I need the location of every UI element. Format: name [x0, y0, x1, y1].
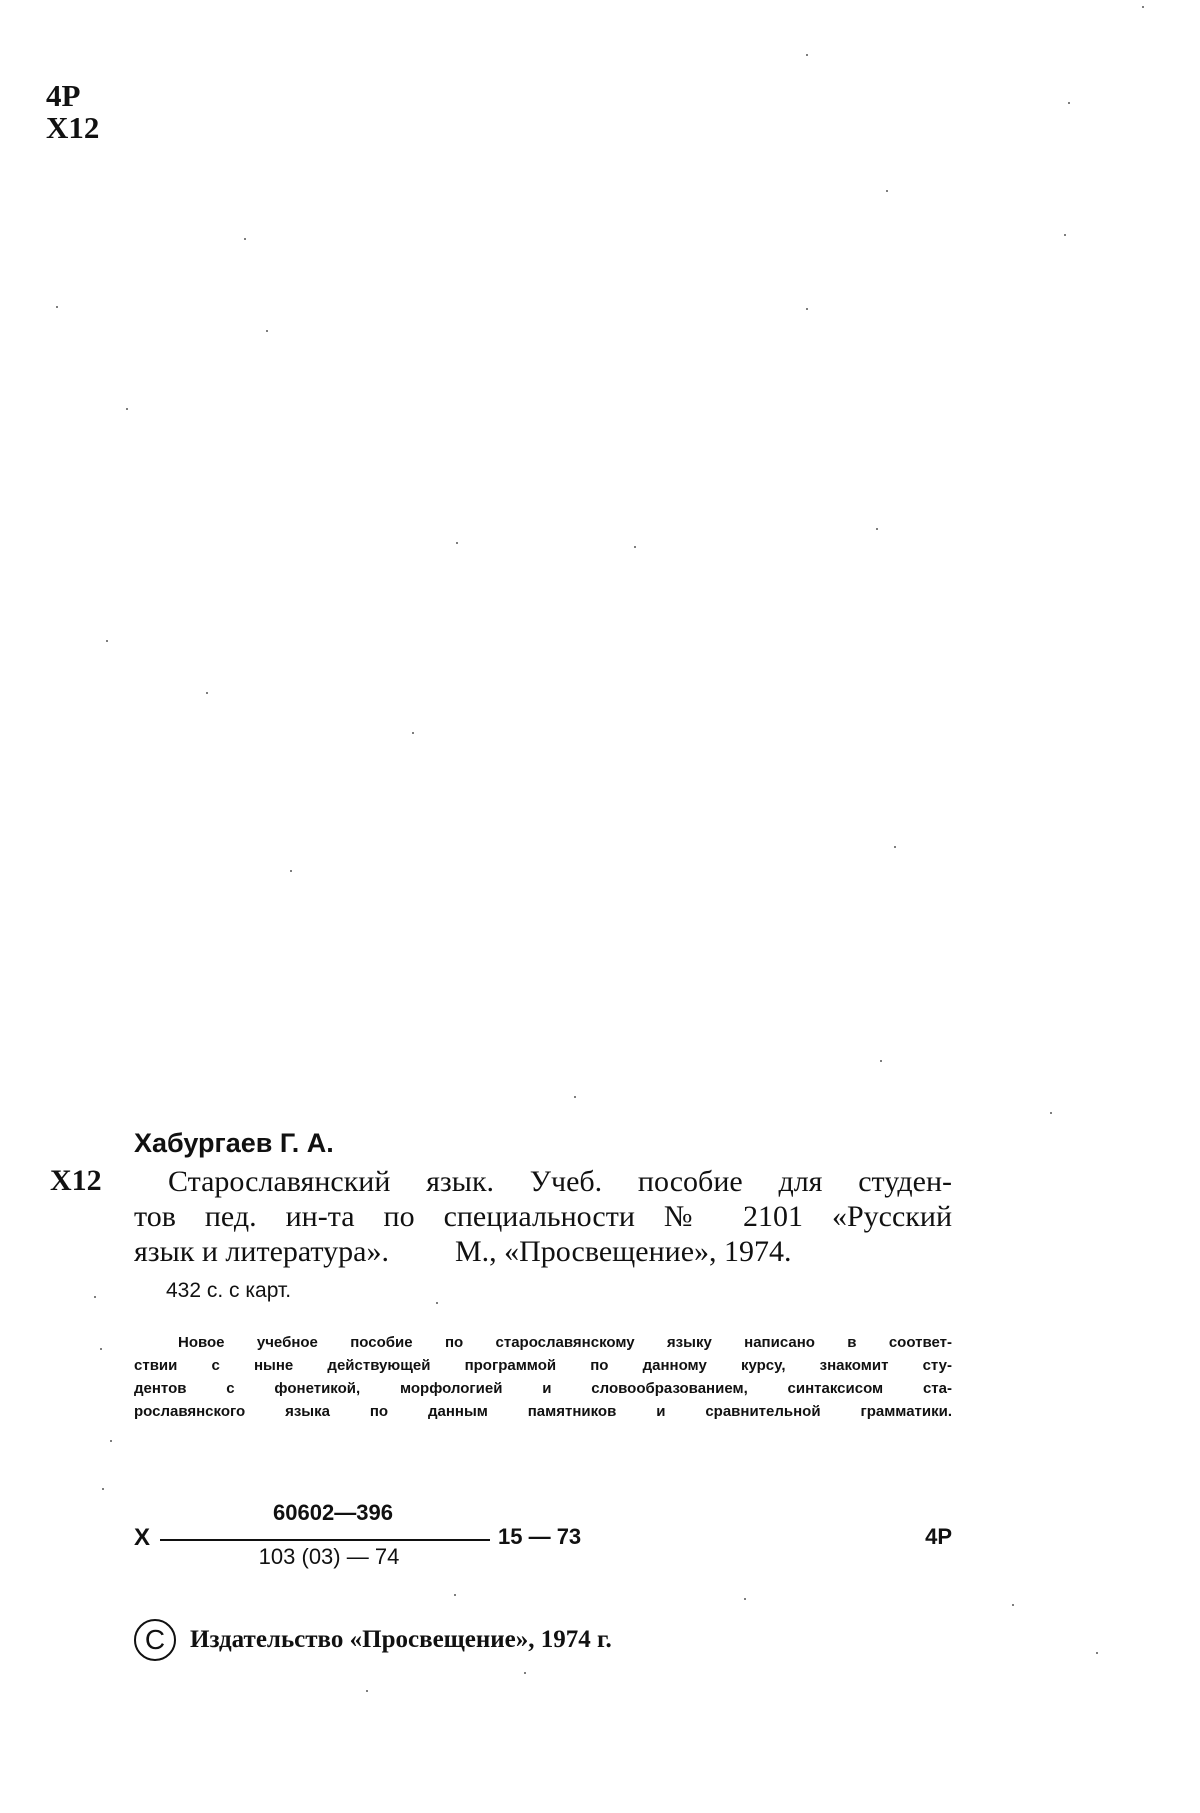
annotation-line: ствии с ныне действующей программой по данному курсу, знакомит сту-: [134, 1357, 952, 1374]
scan-speck: [290, 870, 292, 872]
scan-speck: [456, 542, 458, 544]
scan-speck: [102, 1488, 104, 1490]
copyright-icon: C: [134, 1619, 176, 1661]
title-line: язык и литература».: [134, 1235, 389, 1268]
classification-formula: [134, 1500, 952, 1580]
scan-speck: [1012, 1604, 1014, 1606]
scan-speck: [1142, 6, 1144, 8]
scan-speck: [266, 330, 268, 332]
classification-suffix: 15 — 73: [498, 1524, 582, 1549]
scan-speck: [106, 640, 108, 642]
scan-speck: [56, 306, 58, 308]
scan-speck: [100, 1348, 102, 1350]
scan-speck: [880, 1060, 882, 1062]
scan-speck: [806, 308, 808, 310]
scan-speck: [806, 54, 808, 56]
corner-code-line: 4Р: [46, 78, 81, 113]
classification-letter: Х: [134, 1524, 151, 1551]
scan-speck: [412, 732, 414, 734]
scan-speck: [524, 1672, 526, 1674]
scan-speck: [886, 190, 888, 192]
fraction-bar: [160, 1539, 490, 1541]
scan-speck: [110, 1440, 112, 1442]
scan-speck: [744, 1598, 746, 1600]
corner-code-line: Х12: [46, 110, 100, 145]
scan-speck: [1068, 102, 1070, 104]
scan-speck: [1064, 234, 1066, 236]
scan-speck: [94, 1296, 96, 1298]
copyright-line: [134, 1615, 612, 1665]
annotation-line: рославянского языка по данным памятников и сравнительной грамматики.: [134, 1403, 952, 1420]
scan-speck: [1096, 1652, 1098, 1654]
scan-speck: [574, 1096, 576, 1098]
publisher-info: М., «Просвещение», 1974.: [454, 1235, 792, 1268]
scan-speck: [1050, 1112, 1052, 1114]
scan-speck: [366, 1690, 368, 1692]
scan-speck: [894, 846, 896, 848]
scan-speck: [126, 408, 128, 410]
scan-speck: [206, 692, 208, 694]
book-title-block: [134, 1164, 952, 1269]
scan-speck: [436, 1302, 438, 1304]
scan-speck: [876, 528, 878, 530]
book-annotation: [134, 1331, 952, 1423]
scan-speck: [454, 1594, 456, 1596]
title-line: Старославянский язык. Учеб. пособие для студен-: [168, 1165, 952, 1198]
scan-speck: [244, 238, 246, 240]
annotation-line: Новое учебное пособие по старославянскому языку написано в соответ-: [178, 1334, 952, 1351]
classification-code-right: 4Р: [925, 1524, 952, 1549]
copyright-text: Издательство «Просвещение», 1974 г.: [190, 1626, 612, 1653]
scan-speck: [634, 546, 636, 548]
page-count: 432 с. с карт.: [166, 1279, 292, 1302]
annotation-line: дентов с фонетикой, морфологией и словообразованием, синтаксисом ста-: [134, 1380, 952, 1397]
title-line-last: [134, 1234, 952, 1269]
classification-denominator: 103 (03) — 74: [258, 1544, 400, 1569]
corner-classification-code: [46, 80, 99, 144]
side-classification-code: Х12: [50, 1164, 102, 1197]
classification-numerator: 60602—396: [273, 1500, 393, 1525]
title-line: тов пед. ин-та по специальности № 2101 «Русский: [134, 1200, 952, 1233]
author-name: Хабургаев Г. А.: [134, 1128, 334, 1158]
